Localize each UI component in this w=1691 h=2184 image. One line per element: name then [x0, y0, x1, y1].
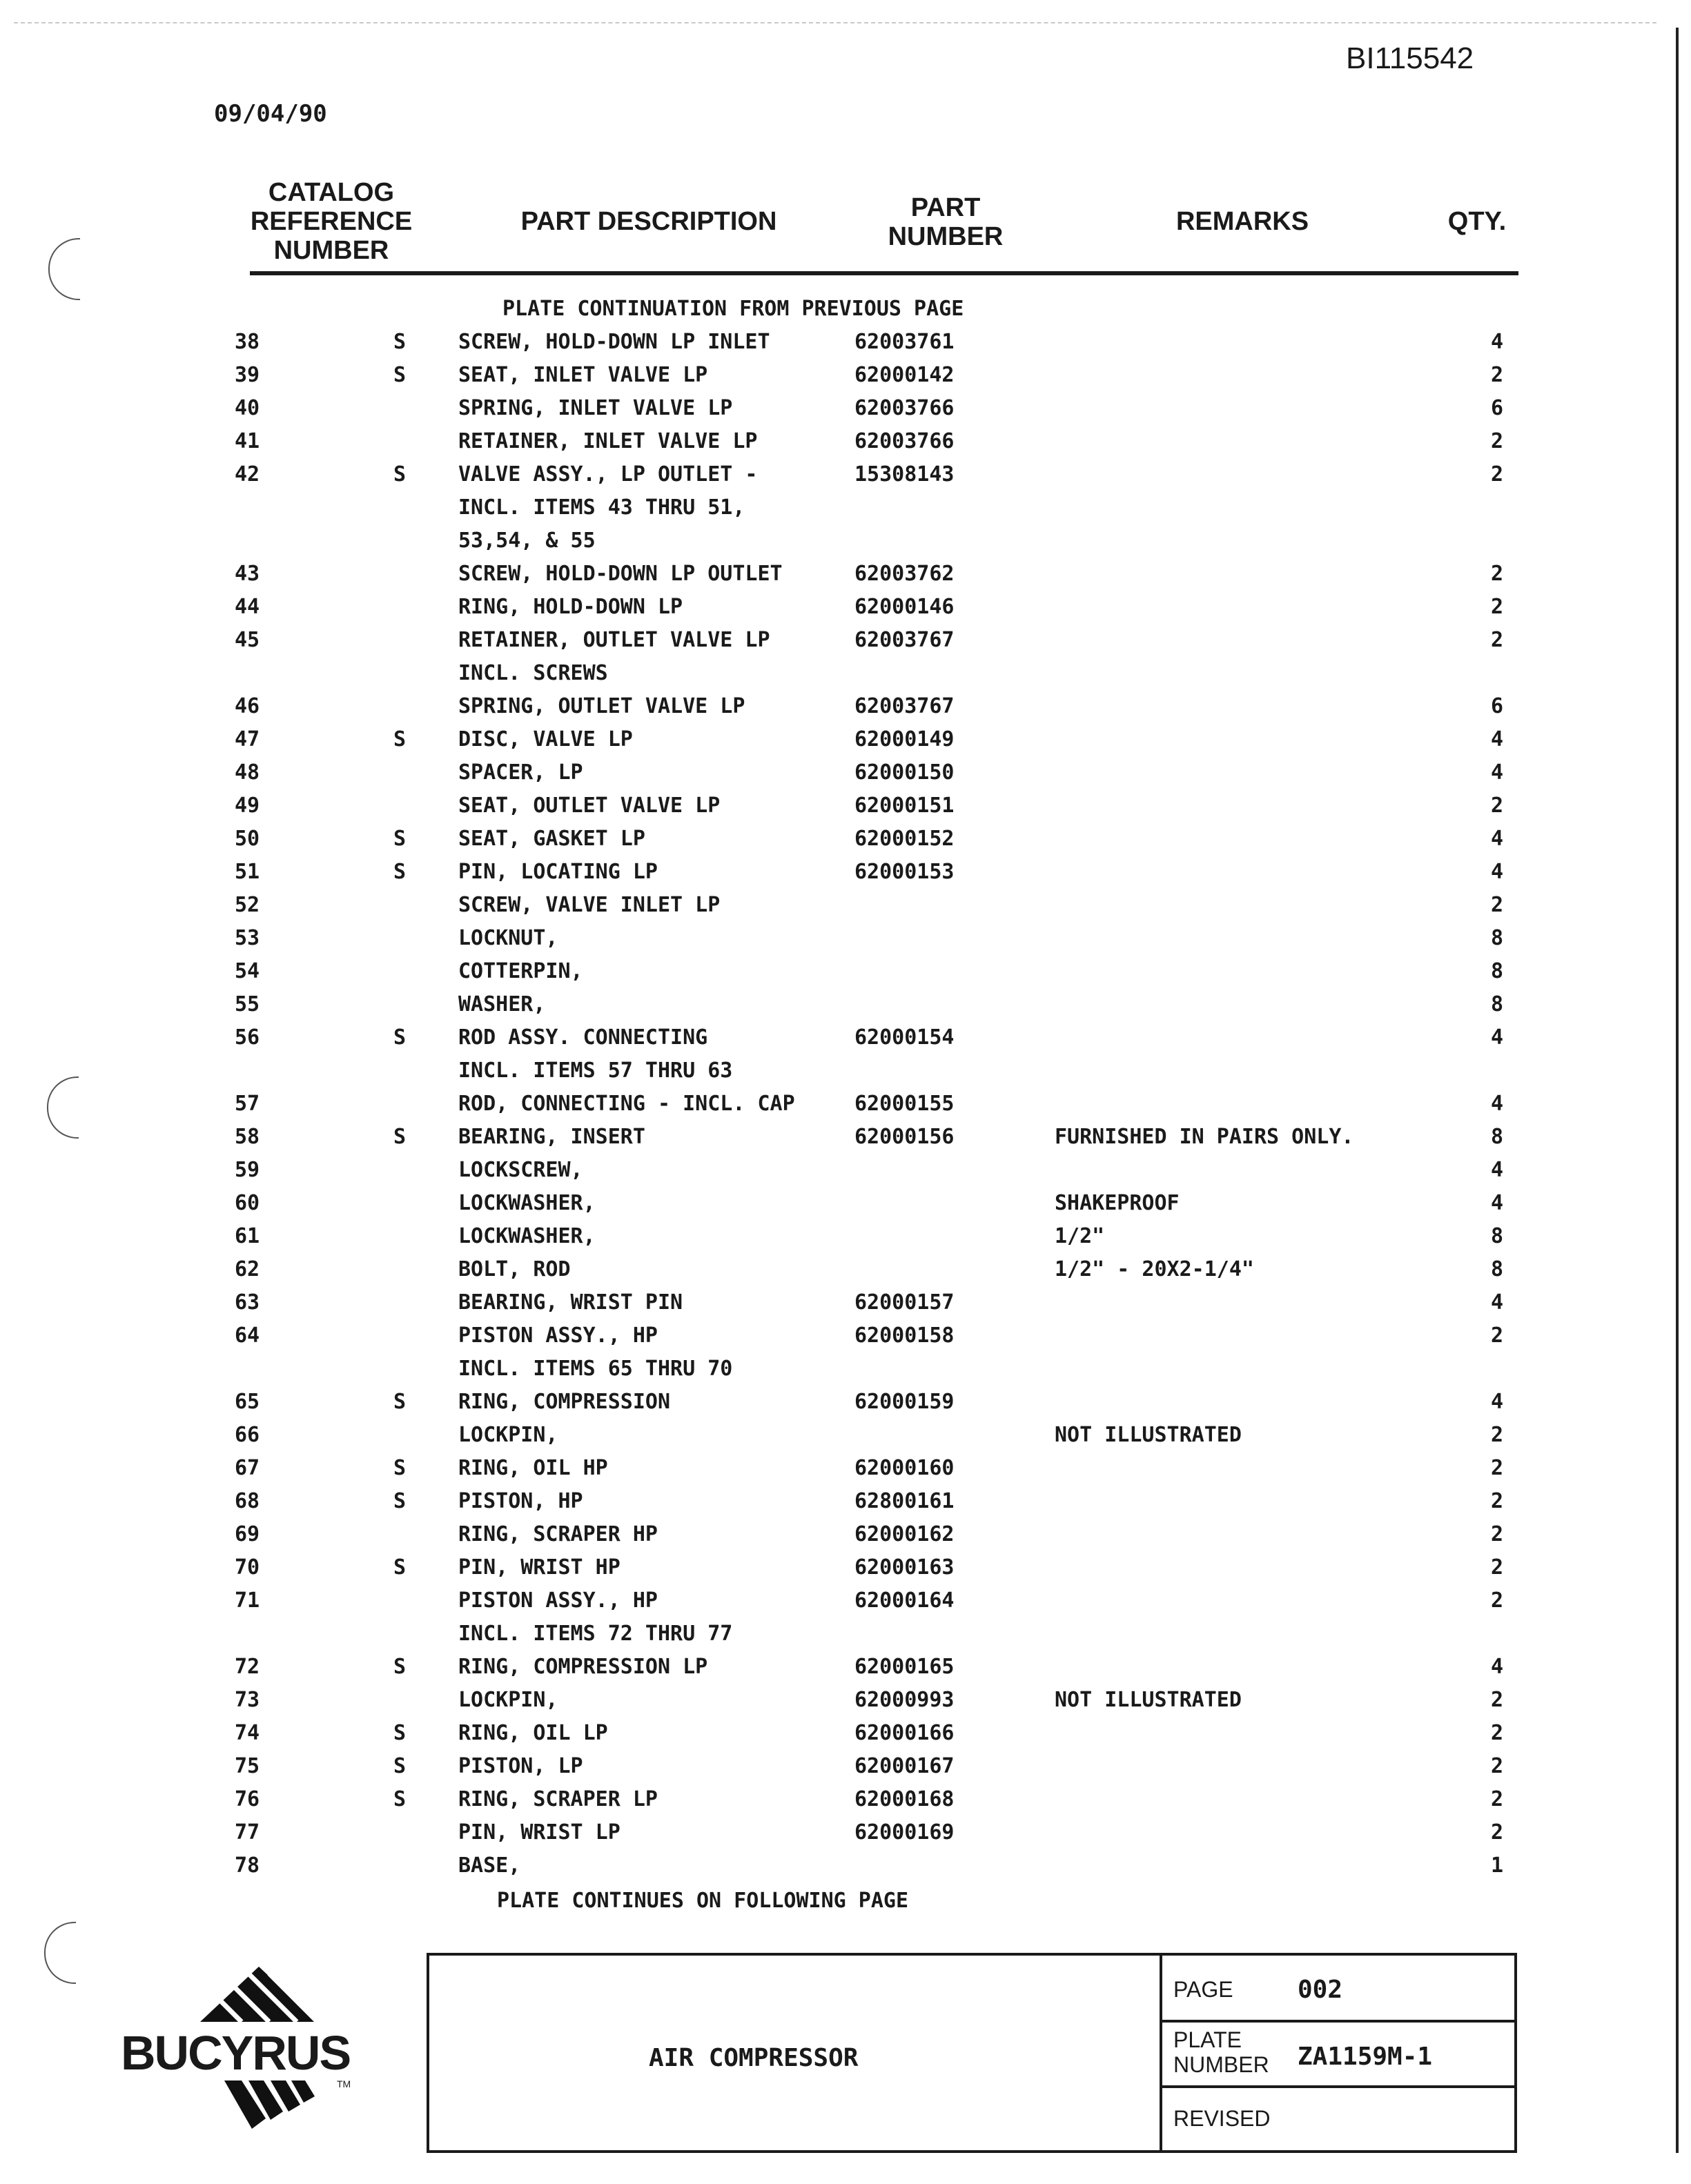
description-cell: LOCKSCREW,	[458, 1158, 583, 1182]
part-number-cell: 62000165	[854, 1655, 955, 1679]
description-cell: INCL. ITEMS 72 THRU 77	[458, 1622, 733, 1646]
qty-cell: 2	[1490, 595, 1503, 619]
description-cell: ROD ASSY. CONNECTING	[458, 1025, 708, 1050]
catalog-ref-cell: 62	[235, 1257, 260, 1281]
spare-flag-cell: S	[393, 1456, 407, 1480]
description-cell: BASE,	[458, 1853, 521, 1878]
qty-cell: 8	[1490, 1224, 1503, 1248]
qty-cell: 8	[1490, 926, 1503, 950]
header-part-description: PART DESCRIPTION	[520, 207, 777, 236]
table-row	[0, 562, 1691, 595]
catalog-ref-cell: 61	[235, 1224, 260, 1248]
table-row	[0, 1025, 1691, 1059]
description-cell: PISTON ASSY., HP	[458, 1324, 658, 1348]
spare-flag-cell: S	[393, 330, 407, 354]
table-row	[0, 595, 1691, 628]
description-cell: RING, COMPRESSION LP	[458, 1655, 708, 1679]
qty-cell: 4	[1490, 1092, 1503, 1116]
qty-cell: 4	[1490, 860, 1503, 884]
description-cell: WASHER,	[458, 992, 546, 1016]
qty-cell: 2	[1490, 1754, 1503, 1778]
table-row	[0, 1456, 1691, 1489]
catalog-ref-cell: 54	[235, 959, 260, 983]
title-block-rule	[1160, 2020, 1517, 2023]
description-cell: SPRING, OUTLET VALVE LP	[458, 694, 745, 718]
qty-cell: 2	[1490, 794, 1503, 818]
catalog-ref-cell: 71	[235, 1588, 260, 1613]
spare-flag-cell: S	[393, 727, 407, 751]
spare-flag-cell: S	[393, 827, 407, 851]
description-cell: SCREW, VALVE INLET LP	[458, 893, 721, 917]
catalog-ref-cell: 74	[235, 1721, 260, 1745]
header-rule	[250, 271, 1518, 275]
description-cell: PIN, WRIST LP	[458, 1820, 620, 1844]
qty-cell: 8	[1490, 959, 1503, 983]
catalog-ref-cell: 41	[235, 429, 260, 453]
table-row	[0, 1257, 1691, 1290]
catalog-ref-cell: 66	[235, 1423, 260, 1447]
continuation-note-bottom: PLATE CONTINUES ON FOLLOWING PAGE	[497, 1889, 909, 1913]
catalog-ref-cell: 56	[235, 1025, 260, 1050]
document-id: BI115542	[1346, 41, 1474, 75]
logo-trademark: TM	[337, 2078, 351, 2089]
qty-cell: 4	[1490, 827, 1503, 851]
spare-flag-cell: S	[393, 1489, 407, 1513]
table-row	[0, 1158, 1691, 1191]
catalog-ref-cell: 38	[235, 330, 260, 354]
description-cell: LOCKWASHER,	[458, 1224, 596, 1248]
catalog-ref-cell: 65	[235, 1390, 260, 1414]
binder-hole-icon	[48, 238, 80, 300]
catalog-ref-cell: 47	[235, 727, 260, 751]
description-cell: SPACER, LP	[458, 760, 583, 785]
part-number-cell: 62000168	[854, 1787, 955, 1811]
qty-cell: 8	[1490, 992, 1503, 1016]
description-cell: PISTON, HP	[458, 1489, 583, 1513]
catalog-ref-cell: 43	[235, 562, 260, 586]
table-row	[0, 330, 1691, 363]
part-number-cell: 62000156	[854, 1125, 955, 1149]
part-number-cell: 15308143	[854, 462, 955, 486]
catalog-ref-cell: 42	[235, 462, 260, 486]
catalog-ref-cell: 64	[235, 1324, 260, 1348]
qty-cell: 2	[1490, 1688, 1503, 1712]
qty-cell: 2	[1490, 1721, 1503, 1745]
part-number-cell: 62800161	[854, 1489, 955, 1513]
qty-cell: 8	[1490, 1125, 1503, 1149]
table-row	[0, 1820, 1691, 1853]
table-row	[0, 462, 1691, 495]
table-row	[0, 1721, 1691, 1754]
part-number-cell: 62003767	[854, 694, 955, 718]
header-part-number: PART NUMBER	[888, 193, 1004, 251]
catalog-ref-cell: 78	[235, 1853, 260, 1878]
qty-cell: 2	[1490, 1787, 1503, 1811]
qty-cell: 2	[1490, 429, 1503, 453]
spare-flag-cell: S	[393, 1555, 407, 1580]
spare-flag-cell: S	[393, 1390, 407, 1414]
catalog-ref-cell: 68	[235, 1489, 260, 1513]
remarks-cell: NOT ILLUSTRATED	[1055, 1688, 1242, 1712]
continuation-note-top: PLATE CONTINUATION FROM PREVIOUS PAGE	[502, 297, 964, 321]
header-remarks: REMARKS	[1175, 207, 1309, 236]
catalog-ref-cell: 70	[235, 1555, 260, 1580]
table-row	[0, 661, 1691, 694]
remarks-cell: 1/2"	[1055, 1224, 1105, 1248]
qty-cell: 2	[1490, 1456, 1503, 1480]
catalog-ref-cell: 53	[235, 926, 260, 950]
description-cell: SPRING, INLET VALVE LP	[458, 396, 733, 420]
table-row	[0, 1290, 1691, 1324]
plate-number-label: PLATE NUMBER	[1173, 2027, 1269, 2077]
description-cell: RING, SCRAPER LP	[458, 1787, 658, 1811]
catalog-ref-cell: 67	[235, 1456, 260, 1480]
qty-cell: 2	[1490, 1489, 1503, 1513]
qty-cell: 4	[1490, 1655, 1503, 1679]
qty-cell: 4	[1490, 760, 1503, 785]
part-number-cell: 62003767	[854, 628, 955, 652]
remarks-cell: 1/2" - 20X2-1/4"	[1055, 1257, 1254, 1281]
catalog-ref-cell: 63	[235, 1290, 260, 1315]
table-row	[0, 1787, 1691, 1820]
table-row	[0, 529, 1691, 562]
catalog-ref-cell: 44	[235, 595, 260, 619]
table-row	[0, 1622, 1691, 1655]
part-number-cell: 62000993	[854, 1688, 955, 1712]
table-row	[0, 860, 1691, 893]
description-cell: BEARING, INSERT	[458, 1125, 645, 1149]
remarks-cell: FURNISHED IN PAIRS ONLY.	[1055, 1125, 1354, 1149]
part-number-cell: 62000158	[854, 1324, 955, 1348]
table-row	[0, 959, 1691, 992]
part-number-cell: 62000152	[854, 827, 955, 851]
description-cell: INCL. ITEMS 65 THRU 70	[458, 1357, 733, 1381]
part-number-cell: 62000160	[854, 1456, 955, 1480]
table-row	[0, 1324, 1691, 1357]
description-cell: PIN, WRIST HP	[458, 1555, 620, 1580]
description-cell: RING, HOLD-DOWN LP	[458, 595, 683, 619]
part-number-cell: 62000154	[854, 1025, 955, 1050]
revised-label: REVISED	[1173, 2106, 1271, 2131]
catalog-ref-cell: 60	[235, 1191, 260, 1215]
description-cell: INCL. ITEMS 43 THRU 51,	[458, 495, 745, 520]
table-row	[0, 1588, 1691, 1622]
qty-cell: 4	[1490, 1390, 1503, 1414]
catalog-ref-cell: 57	[235, 1092, 260, 1116]
part-number-cell: 62000167	[854, 1754, 955, 1778]
description-cell: PISTON, LP	[458, 1754, 583, 1778]
part-number-cell: 62003761	[854, 330, 955, 354]
qty-cell: 2	[1490, 1423, 1503, 1447]
description-cell: SCREW, HOLD-DOWN LP INLET	[458, 330, 770, 354]
part-number-cell: 62000159	[854, 1390, 955, 1414]
qty-cell: 2	[1490, 893, 1503, 917]
table-row	[0, 1423, 1691, 1456]
catalog-ref-cell: 40	[235, 396, 260, 420]
qty-cell: 4	[1490, 1158, 1503, 1182]
description-cell: INCL. SCREWS	[458, 661, 608, 685]
catalog-ref-cell: 59	[235, 1158, 260, 1182]
description-cell: BOLT, ROD	[458, 1257, 571, 1281]
scan-artifact-line	[14, 22, 1656, 25]
spare-flag-cell: S	[393, 1754, 407, 1778]
description-cell: PIN, LOCATING LP	[458, 860, 658, 884]
table-row	[0, 396, 1691, 429]
qty-cell: 2	[1490, 1324, 1503, 1348]
catalog-ref-cell: 55	[235, 992, 260, 1016]
qty-cell: 2	[1490, 462, 1503, 486]
qty-cell: 2	[1490, 628, 1503, 652]
catalog-ref-cell: 39	[235, 363, 260, 387]
description-cell: COTTERPIN,	[458, 959, 583, 983]
table-row	[0, 628, 1691, 661]
catalog-ref-cell: 69	[235, 1522, 260, 1546]
part-number-cell: 62000155	[854, 1092, 955, 1116]
qty-cell: 1	[1490, 1853, 1503, 1878]
part-number-cell: 62000150	[854, 760, 955, 785]
description-cell: DISC, VALVE LP	[458, 727, 633, 751]
part-number-cell: 62003766	[854, 429, 955, 453]
catalog-ref-cell: 50	[235, 827, 260, 851]
catalog-ref-cell: 73	[235, 1688, 260, 1712]
table-row	[0, 694, 1691, 727]
table-row	[0, 1655, 1691, 1688]
qty-cell: 6	[1490, 396, 1503, 420]
qty-cell: 2	[1490, 363, 1503, 387]
description-cell: ROD, CONNECTING - INCL. CAP	[458, 1092, 795, 1116]
qty-cell: 2	[1490, 562, 1503, 586]
qty-cell: 4	[1490, 1290, 1503, 1315]
table-row	[0, 827, 1691, 860]
qty-cell: 2	[1490, 1555, 1503, 1580]
document-date: 09/04/90	[214, 100, 327, 128]
part-number-cell: 62000163	[854, 1555, 955, 1580]
qty-cell: 2	[1490, 1820, 1503, 1844]
description-cell: 53,54, & 55	[458, 529, 596, 553]
part-number-cell: 62000169	[854, 1820, 955, 1844]
description-cell: PISTON ASSY., HP	[458, 1588, 658, 1613]
part-number-cell: 62000151	[854, 794, 955, 818]
spare-flag-cell: S	[393, 1721, 407, 1745]
part-number-cell: 62000149	[854, 727, 955, 751]
plate-number: ZA1159M-1	[1298, 2043, 1433, 2071]
table-row	[0, 429, 1691, 462]
table-row	[0, 1357, 1691, 1390]
page-number: 002	[1298, 1976, 1343, 2004]
table-row	[0, 1522, 1691, 1555]
catalog-ref-cell: 48	[235, 760, 260, 785]
header-qty: QTY.	[1447, 207, 1507, 236]
catalog-ref-cell: 76	[235, 1787, 260, 1811]
description-cell: RING, COMPRESSION	[458, 1390, 671, 1414]
spare-flag-cell: S	[393, 1787, 407, 1811]
spare-flag-cell: S	[393, 860, 407, 884]
table-row	[0, 1390, 1691, 1423]
qty-cell: 4	[1490, 1191, 1503, 1215]
part-number-cell: 62000157	[854, 1290, 955, 1315]
description-cell: LOCKPIN,	[458, 1688, 558, 1712]
drawing-title: AIR COMPRESSOR	[649, 2044, 859, 2072]
qty-cell: 4	[1490, 330, 1503, 354]
table-row	[0, 1688, 1691, 1721]
description-cell: BEARING, WRIST PIN	[458, 1290, 683, 1315]
table-row	[0, 1059, 1691, 1092]
part-number-cell: 62000153	[854, 860, 955, 884]
description-cell: RING, OIL LP	[458, 1721, 608, 1745]
description-cell: INCL. ITEMS 57 THRU 63	[458, 1059, 733, 1083]
description-cell: VALVE ASSY., LP OUTLET -	[458, 462, 758, 486]
table-row	[0, 794, 1691, 827]
part-number-cell: 62000162	[854, 1522, 955, 1546]
table-row	[0, 495, 1691, 529]
spare-flag-cell: S	[393, 1125, 407, 1149]
header-catalog-reference-number: CATALOG REFERENCE NUMBER	[250, 178, 413, 265]
qty-cell: 4	[1490, 1025, 1503, 1050]
table-row	[0, 1191, 1691, 1224]
title-block-divider	[1160, 1953, 1162, 2153]
table-row	[0, 1224, 1691, 1257]
part-number-cell: 62000142	[854, 363, 955, 387]
title-block-rule	[1160, 2085, 1517, 2088]
spare-flag-cell: S	[393, 462, 407, 486]
table-row	[0, 1754, 1691, 1787]
qty-cell: 6	[1490, 694, 1503, 718]
qty-cell: 2	[1490, 1522, 1503, 1546]
description-cell: RETAINER, INLET VALVE LP	[458, 429, 758, 453]
qty-cell: 4	[1490, 727, 1503, 751]
catalog-ref-cell: 46	[235, 694, 260, 718]
part-number-cell: 62000146	[854, 595, 955, 619]
spare-flag-cell: S	[393, 1655, 407, 1679]
description-cell: LOCKNUT,	[458, 926, 558, 950]
table-row	[0, 1125, 1691, 1158]
description-cell: RING, OIL HP	[458, 1456, 608, 1480]
catalog-ref-cell: 52	[235, 893, 260, 917]
description-cell: SEAT, INLET VALVE LP	[458, 363, 708, 387]
spare-flag-cell: S	[393, 1025, 407, 1050]
description-cell: RING, SCRAPER HP	[458, 1522, 658, 1546]
logo-wordmark: BUCYRUS	[121, 2026, 351, 2080]
remarks-cell: NOT ILLUSTRATED	[1055, 1423, 1242, 1447]
table-row	[0, 893, 1691, 926]
catalog-ref-cell: 45	[235, 628, 260, 652]
description-cell: LOCKWASHER,	[458, 1191, 596, 1215]
spare-flag-cell: S	[393, 363, 407, 387]
part-number-cell: 62000164	[854, 1588, 955, 1613]
part-number-cell: 62000166	[854, 1721, 955, 1745]
table-row	[0, 992, 1691, 1025]
catalog-ref-cell: 77	[235, 1820, 260, 1844]
catalog-ref-cell: 72	[235, 1655, 260, 1679]
binder-hole-icon	[44, 1922, 76, 1984]
part-number-cell: 62003762	[854, 562, 955, 586]
catalog-ref-cell: 49	[235, 794, 260, 818]
description-cell: RETAINER, OUTLET VALVE LP	[458, 628, 770, 652]
page-label: PAGE	[1173, 1977, 1233, 2002]
part-number-cell: 62003766	[854, 396, 955, 420]
table-row	[0, 760, 1691, 794]
catalog-ref-cell: 75	[235, 1754, 260, 1778]
remarks-cell: SHAKEPROOF	[1055, 1191, 1180, 1215]
qty-cell: 8	[1490, 1257, 1503, 1281]
table-row	[0, 1489, 1691, 1522]
qty-cell: 2	[1490, 1588, 1503, 1613]
description-cell: LOCKPIN,	[458, 1423, 558, 1447]
table-row	[0, 1555, 1691, 1588]
table-row	[0, 1853, 1691, 1887]
table-row	[0, 727, 1691, 760]
table-row	[0, 926, 1691, 959]
description-cell: SEAT, OUTLET VALVE LP	[458, 794, 721, 818]
catalog-ref-cell: 58	[235, 1125, 260, 1149]
table-row	[0, 1092, 1691, 1125]
description-cell: SCREW, HOLD-DOWN LP OUTLET	[458, 562, 783, 586]
table-row	[0, 363, 1691, 396]
catalog-ref-cell: 51	[235, 860, 260, 884]
description-cell: SEAT, GASKET LP	[458, 827, 645, 851]
